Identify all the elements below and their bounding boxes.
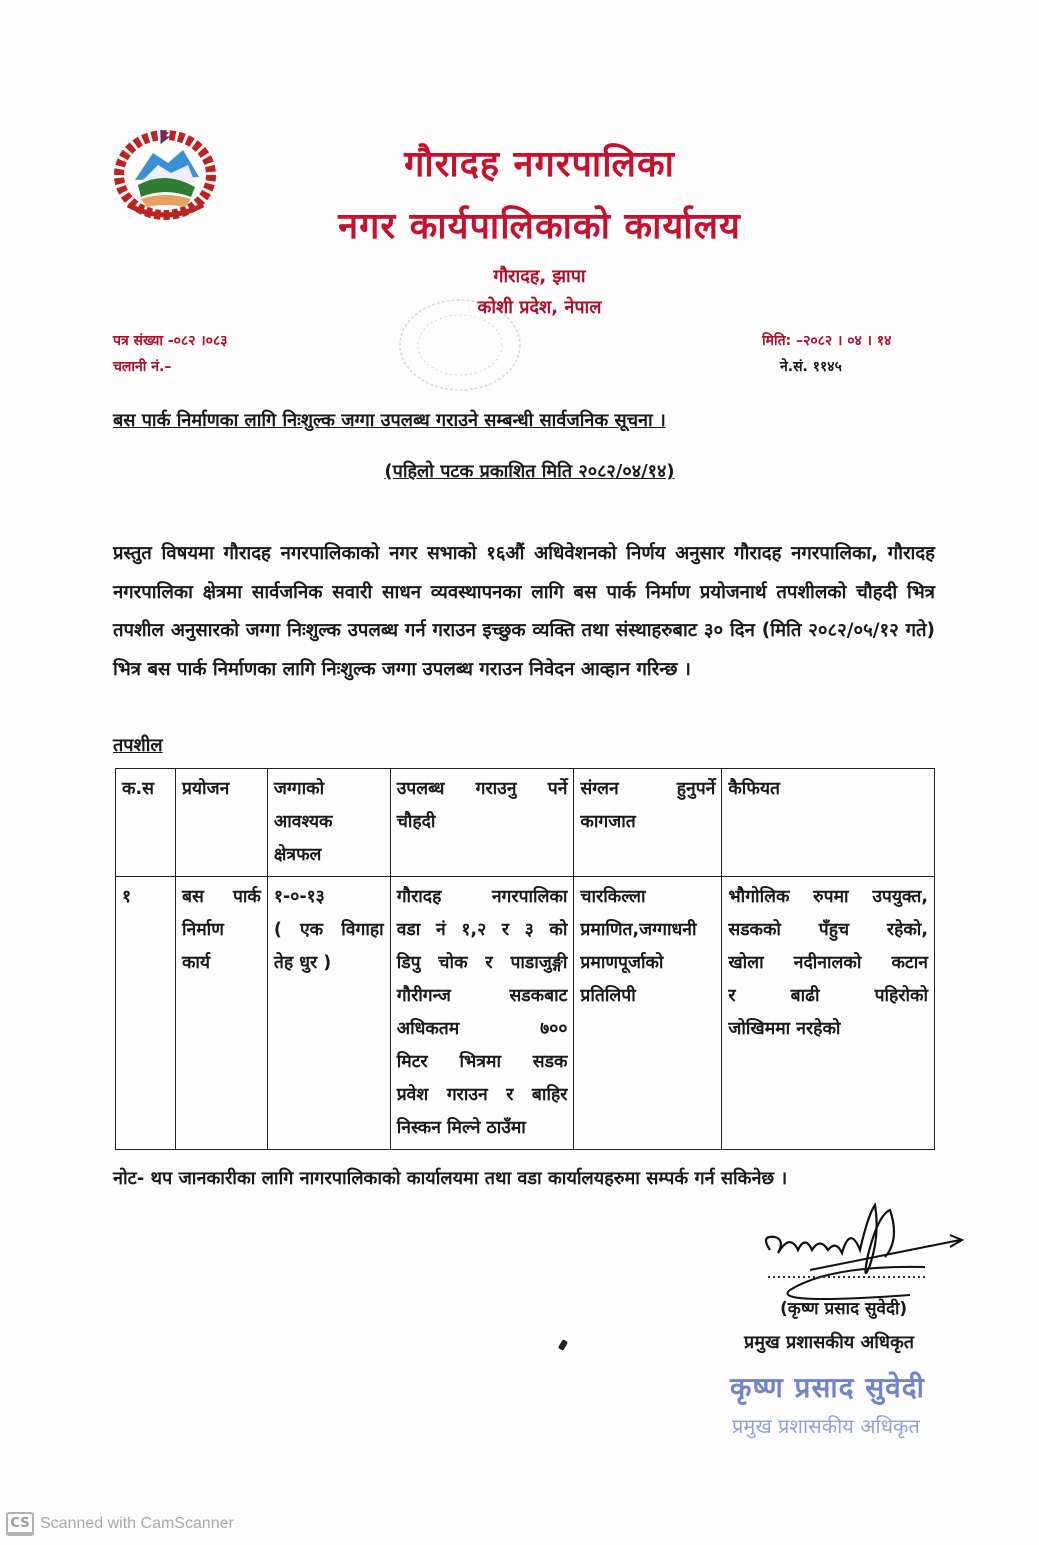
- date-block: [762, 328, 891, 380]
- cell-remarks: [722, 877, 935, 1150]
- cell-text-line: सडकको पँहुच रहेको,: [728, 920, 928, 940]
- details-heading: तपशील: [113, 735, 163, 756]
- camscanner-text: Scanned with CamScanner: [40, 1515, 234, 1532]
- cell-text-line: गौरादह नगरपालिका: [396, 887, 568, 907]
- cell-text-line: प्रतिलिपी: [580, 986, 636, 1006]
- header-remarks: [722, 769, 935, 877]
- header-area: [267, 769, 390, 877]
- cell-text-line: बस पार्क: [181, 887, 261, 907]
- office-address-line1: गौरादह, झापा: [493, 266, 586, 287]
- cell-text-line: क.स: [122, 779, 154, 799]
- cell-text-line: ( एक विगाहा: [273, 920, 384, 940]
- cell-text-line: १-०-१३: [273, 887, 325, 907]
- cell-text-line: र बाढी पहिरोको: [728, 986, 928, 1006]
- table-header-row: [116, 769, 935, 877]
- cell-text-line: कार्य: [181, 953, 211, 973]
- ink-mark: [558, 1339, 568, 1351]
- office-stamp-icon: [375, 290, 535, 395]
- cell-text-line: प्रयोजन: [181, 779, 230, 799]
- camscanner-logo-icon: CS: [6, 1512, 34, 1536]
- details-table: [115, 768, 935, 1150]
- cell-text-line: प्रवेश गराउन र बाहिर: [396, 1085, 568, 1105]
- cell-text-line: संग्लन हुनुपर्ने: [580, 779, 716, 799]
- contact-note: नोट- थप जानकारीका लागि नागरपालिकाको कार्यालयमा तथा वडा कार्यालयहरुमा सम्पर्क गर्न सकिनेछ ।: [113, 1168, 788, 1189]
- cell-text-line: खोला नदीनालको कटान: [728, 953, 928, 973]
- cell-text-line: चौहदी: [396, 812, 436, 832]
- header-purpose: [175, 769, 267, 877]
- signature-icon: [750, 1195, 970, 1305]
- cell-text-line: चारकिल्ला: [580, 887, 646, 907]
- cell-text-line: निर्माण: [181, 920, 224, 940]
- office-subtitle: नगर कार्यपालिकाको कार्यालय: [338, 206, 741, 247]
- header-serial: [116, 769, 176, 877]
- table-row: [116, 877, 935, 1150]
- cell-text-line: मिटर भित्रमा सडक: [396, 1052, 568, 1072]
- cell-text-line: आवश्यक: [273, 812, 333, 832]
- cell-serial: [116, 877, 176, 1150]
- stamp-name: कृष्ण प्रसाद सुवेदी: [730, 1371, 925, 1404]
- reference-block: [113, 328, 228, 380]
- camscanner-watermark: [6, 1512, 234, 1536]
- cell-text-line: प्रमाणपूर्जाको: [580, 953, 664, 973]
- cell-text-line: अधिकतम ७००: [396, 1019, 568, 1039]
- cell-text-line: जोखिममा नरहेको: [728, 1019, 841, 1039]
- signatory-designation: प्रमुख प्रशासकीय अधिकृत: [744, 1332, 915, 1353]
- cell-text-line: निस्कन मिल्ने ठाउँमा: [396, 1118, 526, 1138]
- cell-text-line: प्रमाणित,जग्गाधनी: [580, 920, 697, 940]
- header-documents: [574, 769, 722, 877]
- dispatch-number: चलानी नं.–: [113, 359, 172, 375]
- cell-text-line: क्षेत्रफल: [273, 845, 322, 865]
- stamp-designation: प्रमुख प्रशासकीय अधिकृत: [732, 1414, 920, 1438]
- letter-date: मिति: –२०८२ । ०४ । १४: [762, 333, 892, 349]
- cell-text-line: कागजात: [580, 812, 636, 832]
- cell-documents: [574, 877, 722, 1150]
- nepal-sambat-year: ने.सं. ११४५: [780, 359, 842, 375]
- cell-text-line: उपलब्ध गराउनु पर्ने: [396, 779, 568, 799]
- letter-number: पत्र संख्या -०८२ ।०८३: [113, 333, 228, 349]
- cell-text-line: तेह धुर ): [273, 953, 332, 973]
- cell-text-line: वडा नं १,२ र ३ को: [396, 920, 568, 940]
- cell-area: [267, 877, 390, 1150]
- notice-subject: बस पार्क निर्माणका लागि निःशुल्क जग्गा उपलब्ध गराउने सम्बन्धी सार्वजनिक सूचना ।: [113, 410, 666, 431]
- cell-text-line: १: [122, 887, 132, 907]
- cell-text-line: भौगोलिक रुपमा उपयुक्त,: [728, 887, 928, 907]
- header-boundary: [390, 769, 574, 877]
- signatory-name: (कृष्ण प्रसाद सुवेदी): [780, 1299, 908, 1319]
- cell-text-line: डिपु चोक र पाडाजुङ्गी: [396, 953, 568, 973]
- publication-date: (पहिलो पटक प्रकाशित मिति २०८२/०४/१४): [384, 461, 675, 482]
- cell-purpose: [175, 877, 267, 1150]
- cell-text-line: गौरीगन्ज सडकबाट: [396, 986, 568, 1006]
- cell-text-line: कैफियत: [728, 779, 780, 799]
- office-address-line2: कोशी प्रदेश, नेपाल: [477, 297, 602, 318]
- cell-text-line: जग्गाको: [273, 779, 325, 799]
- notice-body: प्रस्तुत विषयमा गौरादह नगरपालिकाको नगर सभाको १६औं अधिवेशनको निर्णय अनुसार गौरादह नगरपालिका, गौरादह नगरपालिका क्षेत्रमा सार्वजनिक सवारी साधन व्यवस्थापनका लागि बस पार्क निर्माण प्रयोजनार्थ तपशीलको चौहदी भित्र तपशील अनुसारको जग्गा निःशुल्क उपलब्ध गर्न गराउन इच्छुक व्यक्ति तथा संस्थाहरुबाट ३० दिन (मिति २०८२/०५/१२ गते) भित्र बस पार्क निर्माणका लागि निःशुल्क जग्गा उपलब्ध गराउन निवेदन आव्हान गरिन्छ ।: [113, 543, 935, 680]
- office-name: गौरादह नगरपालिका: [404, 144, 675, 185]
- cell-boundary: [390, 877, 574, 1150]
